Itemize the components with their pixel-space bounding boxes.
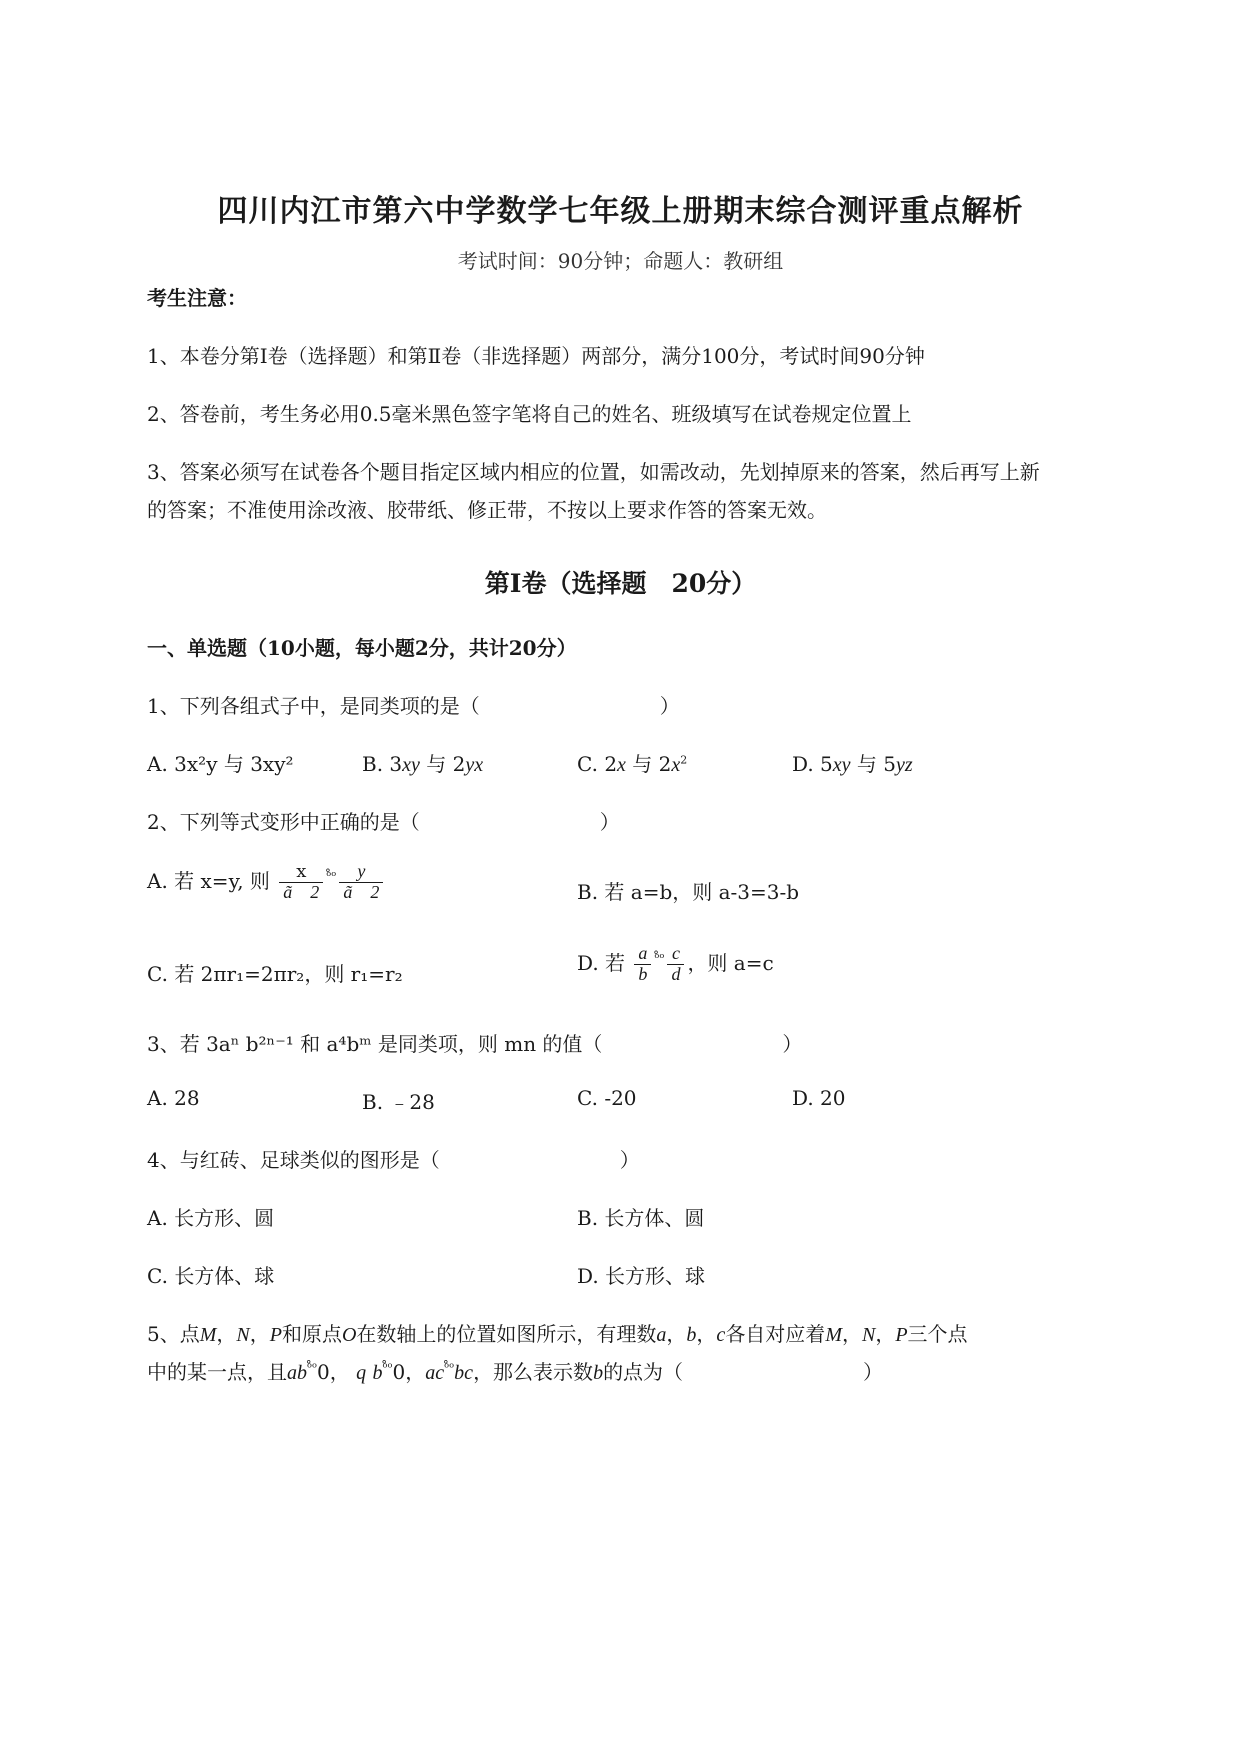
q5-text: 0， — [392, 1360, 426, 1384]
option-label: B. — [362, 752, 384, 776]
q2-option-c — [147, 958, 403, 987]
option-suffix: ，则 a=c — [687, 950, 774, 975]
q5-expr-b: b — [372, 1362, 383, 1384]
q5-text: 的点为（ ） — [603, 1360, 884, 1384]
fraction — [339, 862, 383, 903]
fraction-numerator: y — [339, 862, 383, 883]
question-3-stem: 3、若 3aⁿ b²ⁿ⁻¹ 和 a⁴bᵐ 是同类项，则 mn 的值（ ） — [147, 1032, 803, 1056]
option-label: C. — [147, 1264, 168, 1288]
option-var: yz — [896, 754, 913, 776]
option-label: C. — [147, 962, 168, 986]
q4-option-b — [577, 1202, 704, 1231]
fraction-denominator: d — [671, 963, 681, 984]
question-1-stem: 1、下列各组式子中，是同类项的是（ ） — [147, 694, 680, 718]
option-label: D. — [792, 752, 814, 776]
fraction-denominator: ã 2 — [343, 881, 380, 902]
page-title: 四川内江市第六中学数学七年级上册期末综合测评重点解析 — [217, 194, 1024, 229]
option-text: 长方体、球 — [174, 1264, 275, 1288]
fraction-numerator: a — [634, 944, 651, 965]
q5-var-b: b — [686, 1324, 697, 1346]
option-var: x — [617, 754, 626, 776]
option-num: 2 — [658, 752, 672, 776]
garbled-relation-glyph: ᵒ̊ᵒ — [382, 1360, 393, 1376]
notice-item-1: 1、本卷分第I卷（选择题）和第Ⅱ卷（非选择题）两部分，满分100分，考试时间90分钟 — [147, 344, 925, 368]
fraction — [667, 944, 684, 985]
q5-text: ， — [696, 1322, 717, 1346]
fraction-denominator: ã 2 — [283, 881, 320, 902]
notice-heading: 考生注意： — [147, 286, 247, 310]
q5-text: ， — [216, 1322, 237, 1346]
q2-option-b — [577, 876, 799, 905]
q5-text: 三个点 — [907, 1322, 968, 1346]
part-heading: 一、单选题（10小题，每小题2分，共计20分） — [147, 636, 577, 660]
q5-text: ， — [249, 1322, 270, 1346]
option-label: C. — [577, 1086, 598, 1110]
q5-text: 0， — [317, 1360, 350, 1384]
option-label: A. — [147, 868, 168, 893]
q5-expr-ab: ab — [287, 1362, 307, 1384]
fraction — [279, 862, 323, 903]
q3-option-c — [577, 1086, 637, 1110]
question-2-stem: 2、下列等式变形中正确的是（ ） — [147, 810, 620, 834]
option-label: B. — [362, 1090, 384, 1114]
option-num: 5 — [883, 752, 896, 776]
option-text: ﹣28 — [389, 1090, 435, 1114]
option-text: -20 — [604, 1086, 637, 1110]
option-text: 20 — [820, 1086, 846, 1110]
q5-text: 中的某一点，且 — [147, 1360, 287, 1384]
option-prefix: 若 — [605, 950, 626, 975]
option-label: B. — [577, 880, 599, 904]
q5-var-b: b — [593, 1362, 604, 1384]
option-num: 3 — [389, 752, 403, 776]
garbled-equals-glyph: ᵒ̊ᵒ — [654, 951, 665, 967]
option-label: A. — [147, 1206, 168, 1230]
option-var: xy — [832, 754, 851, 776]
q5-text: 和原点 — [281, 1322, 342, 1346]
q5-point-p: P — [895, 1324, 908, 1346]
option-join: 与 — [419, 752, 453, 776]
option-exponent: 2 — [680, 753, 688, 767]
garbled-relation-glyph: ᵒ̊ᵒ — [307, 1360, 318, 1376]
option-label: A. — [147, 752, 168, 776]
option-label: C. — [577, 752, 598, 776]
q1-option-b — [362, 748, 483, 777]
q5-text: 在数轴上的位置如图所示，有理数 — [356, 1322, 657, 1346]
section-title: 第I卷（选择题 20分） — [484, 569, 757, 598]
q4-option-c — [147, 1260, 274, 1289]
option-label: D. — [577, 950, 599, 975]
fraction-numerator: x — [279, 862, 323, 883]
option-join: 与 — [625, 752, 659, 776]
q5-point-p: P — [269, 1324, 282, 1346]
option-text: 若 a=b，则 a-3=3-b — [604, 880, 800, 904]
q1-option-d — [792, 748, 913, 777]
q5-text: ， — [875, 1322, 896, 1346]
q5-point-n: N — [861, 1324, 876, 1346]
option-num: 2 — [452, 752, 466, 776]
q5-expr-ac: ac — [425, 1362, 445, 1384]
garbled-equals-glyph: ᵒ̊ᵒ — [326, 869, 337, 885]
option-text: 长方体、圆 — [604, 1206, 705, 1230]
option-var: yx — [465, 754, 484, 776]
q5-expr-q: q — [356, 1362, 367, 1384]
question-4-stem: 4、与红砖、足球类似的图形是（ ） — [147, 1148, 640, 1172]
option-text: 28 — [174, 1086, 200, 1110]
fraction-denominator: b — [638, 963, 648, 984]
option-text: 3x²y 与 3xy² — [174, 752, 294, 776]
q5-expr-bc: bc — [454, 1362, 474, 1384]
fraction-numerator: c — [667, 944, 684, 965]
q5-text: ， — [666, 1322, 687, 1346]
option-label: D. — [792, 1086, 814, 1110]
option-num: 5 — [820, 752, 833, 776]
q5-point-o: O — [341, 1324, 357, 1346]
q5-point-m: M — [825, 1324, 842, 1346]
option-join: 与 — [850, 752, 884, 776]
q5-text: ，那么表示数 — [473, 1360, 594, 1384]
question-5-line-1 — [147, 1318, 968, 1347]
option-text: 长方形、圆 — [174, 1206, 275, 1230]
q5-point-m: M — [199, 1324, 217, 1346]
q2-option-d — [577, 944, 774, 985]
notice-item-3-cont: 的答案；不准使用涂改液、胶带纸、修正带，不按以上要求作答的答案无效。 — [147, 498, 827, 522]
garbled-relation-glyph: ᵒ̊ᵒ — [444, 1360, 455, 1376]
option-var: xy — [402, 754, 420, 776]
fraction — [634, 944, 651, 985]
option-prefix: 若 x=y, 则 — [174, 868, 270, 893]
q3-option-a — [147, 1086, 200, 1110]
question-5-line-2 — [147, 1356, 883, 1385]
q3-option-b — [362, 1086, 435, 1115]
q5-text: 5、点 — [147, 1322, 200, 1346]
q5-text: 各自对应着 — [725, 1322, 826, 1346]
q5-var-a: a — [656, 1324, 667, 1346]
option-label: B. — [577, 1206, 599, 1230]
q3-option-d — [792, 1086, 846, 1110]
q4-option-a — [147, 1202, 274, 1231]
q5-point-n: N — [236, 1324, 250, 1346]
q1-option-a — [147, 748, 294, 777]
q5-text: ， — [841, 1322, 862, 1346]
option-var: x — [671, 754, 681, 776]
option-num: 2 — [604, 752, 618, 776]
q1-option-c — [577, 748, 687, 777]
option-label: A. — [147, 1086, 168, 1110]
option-text: 长方形、球 — [605, 1264, 706, 1288]
q4-option-d — [577, 1260, 705, 1289]
option-label: D. — [577, 1264, 599, 1288]
option-text: 若 2πr₁=2πr₂，则 r₁=r₂ — [174, 962, 403, 986]
q5-var-c: c — [716, 1324, 726, 1346]
notice-item-3: 3、答案必须写在试卷各个题目指定区域内相应的位置，如需改动，先划掉原来的答案，然后再写上新 — [147, 460, 1040, 484]
q2-option-a — [147, 862, 386, 903]
exam-info: 考试时间：90分钟；命题人：教研组 — [457, 249, 784, 273]
notice-item-2: 2、答卷前，考生务必用0.5毫米黑色签字笔将自己的姓名、班级填写在试卷规定位置上 — [147, 402, 912, 426]
